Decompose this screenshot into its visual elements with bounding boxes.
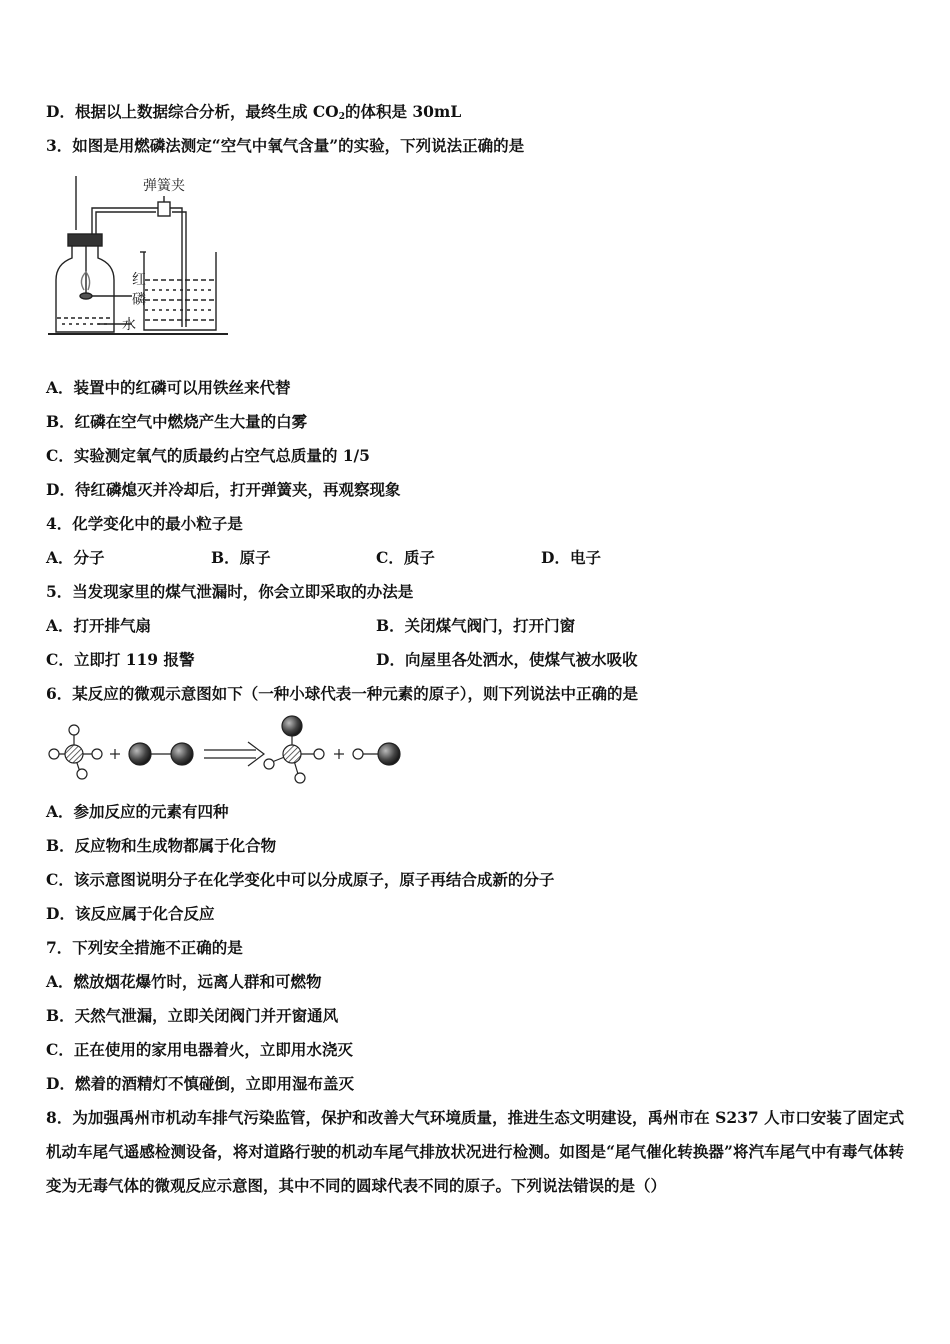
- q3-apparatus-figure: [48, 172, 238, 342]
- q7-stem: 7．下列安全措施不正确的是: [46, 938, 243, 957]
- q6-option-d: D．该反应属于化合反应: [46, 904, 215, 923]
- q6-option-c: C．该示意图说明分子在化学变化中可以分成原子，原子再结合成新的分子: [46, 870, 555, 889]
- phosphorus-label-1: 红: [132, 272, 146, 288]
- q5-option-a: A．打开排气扇: [46, 616, 152, 635]
- q3-stem: 3．如图是用燃磷法测定“空气中氧气含量”的实验，下列说法正确的是: [46, 136, 525, 155]
- q7-option-d: D．燃着的酒精灯不慎碰倒，立即用湿布盖灭: [46, 1074, 354, 1093]
- q4-option-d: D．电子: [541, 548, 601, 567]
- q4-option-c: C．质子: [376, 548, 435, 567]
- q3-option-a: A．装置中的红磷可以用铁丝来代替: [46, 378, 291, 397]
- q6-stem: 6．某反应的微观示意图如下（一种小球代表一种元素的原子），则下列说法中正确的是: [46, 684, 639, 703]
- q4-option-b: B．原子: [211, 548, 271, 567]
- q6-option-b: B．反应物和生成物都属于化合物: [46, 836, 277, 855]
- q3-option-c: C．实验测定氧气的质最约占空气总质量的 1/5: [46, 446, 370, 465]
- q6-option-a: A．参加反应的元素有四种: [46, 802, 229, 821]
- q2-option-d: D．根据以上数据综合分析，最终生成 $CO_2$的体积是 30mL: [46, 102, 462, 122]
- q4-stem: 4．化学变化中的最小粒子是: [46, 514, 243, 533]
- q3-option-b: B．红磷在空气中燃烧产生大量的白雾: [46, 412, 308, 431]
- q3-option-d: D．待红磷熄灭并冷却后，打开弹簧夹，再观察现象: [46, 480, 401, 499]
- phosphorus-label-2: 磷: [132, 292, 146, 308]
- clamp-label: 弹簧夹: [143, 178, 185, 194]
- q4-option-a: A．分子: [46, 548, 105, 567]
- q5-stem: 5．当发现家里的煤气泄漏时，你会立即采取的办法是: [46, 582, 414, 601]
- q7-option-c: C．正在使用的家用电器着火，立即用水浇灭: [46, 1040, 353, 1059]
- q5-option-c: C．立即打 119 报警: [46, 650, 195, 669]
- q5-option-b: B．关闭煤气阀门，打开门窗: [376, 616, 576, 635]
- q7-option-a: A．燃放烟花爆竹时，远离人群和可燃物: [46, 972, 322, 991]
- q5-option-d: D．向屋里各处洒水，使煤气被水吸收: [376, 650, 638, 669]
- q7-option-b: B．天然气泄漏，立即关闭阀门并开窗通风: [46, 1006, 339, 1025]
- water-label: 水: [122, 317, 136, 333]
- q6-reaction-diagram: [44, 712, 414, 792]
- q8-stem: 8．为加强禹州市机动车排气污染监管，保护和改善大气环境质量，推进生态文明建设，禹州市在 S237 人市口安装了固定式机动车尾气遥感检测设备，将对道路行驶的机动车尾气排放状况进行检测。如图是“尾气催化转换器”将汽车尾气中有毒气体转变为无毒气体的微观反应示意图，其中不同的圆球代表不同的原子。下列说法错误的是（）: [46, 1108, 904, 1195]
